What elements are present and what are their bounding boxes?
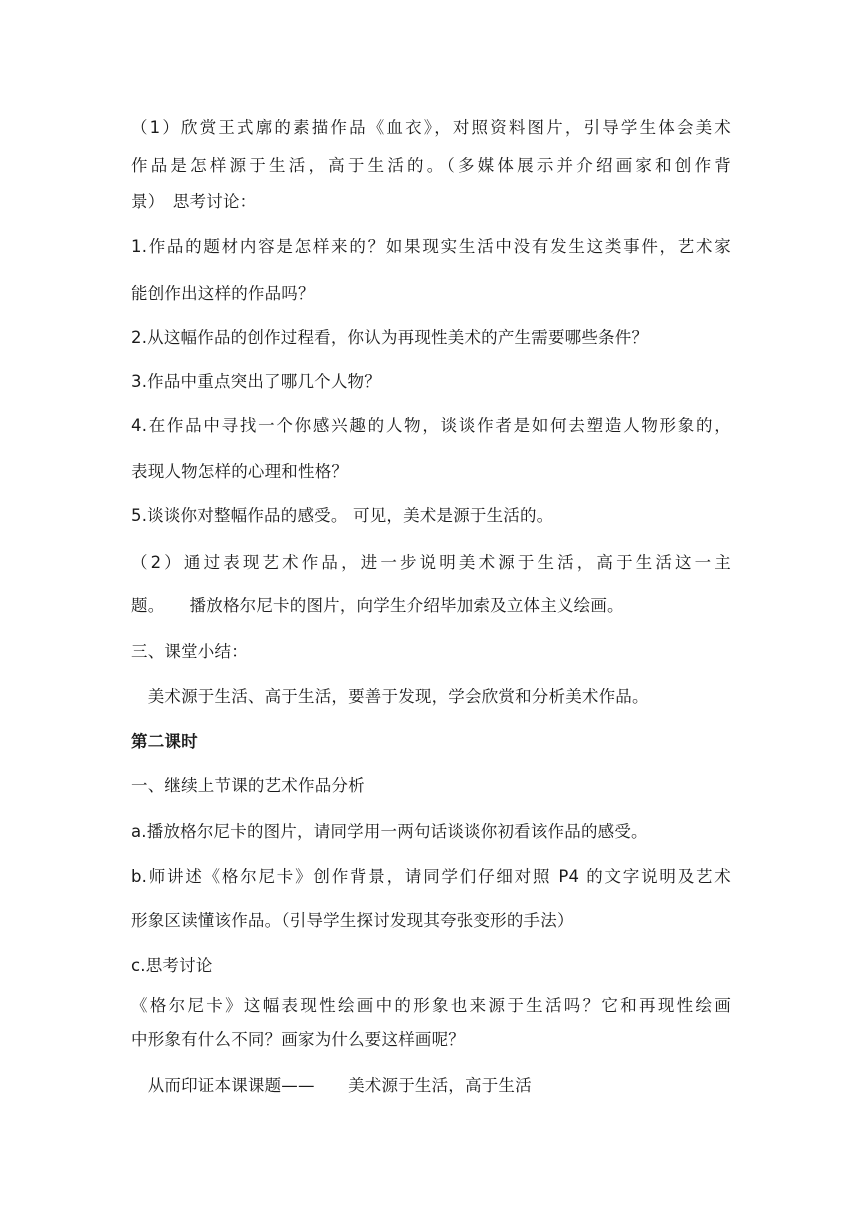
item-b-line: 形象区读懂该作品。（引导学生探讨发现其夸张变形的手法） <box>131 911 574 930</box>
section-heading: 一、继续上节课的艺术作品分析 <box>131 776 365 795</box>
lesson-title: 第二课时 <box>131 732 198 751</box>
question-4-line: 4.在作品中寻找一个你感兴趣的人物，谈谈作者是如何去塑造人物形象的， <box>131 416 731 435</box>
item-c-line: c.思考讨论 <box>131 956 213 975</box>
item-b-line: b.师讲述《格尔尼卡》创作背景，请同学们仔细对照 P4 的文字说明及艺术 <box>131 867 731 886</box>
question-1-line: 1.作品的题材内容是怎样来的？如果现实生活中没有发生这类事件，艺术家 <box>131 237 731 256</box>
section-heading: 三、课堂小结： <box>131 642 248 661</box>
question-1-line: 能创作出这样的作品吗？ <box>131 284 315 303</box>
item-a-line: a.播放格尔尼卡的图片，请同学用一两句话谈谈你初看该作品的感受。 <box>131 822 648 841</box>
paragraph-line: 景） 思考讨论： <box>131 192 257 211</box>
paragraph-line: 《格尔尼卡》这幅表现性绘画中的形象也来源于生活吗？它和再现性绘画 <box>131 996 731 1015</box>
paragraph-line: 作品是怎样源于生活，高于生活的。（多媒体展示并介绍画家和创作背 <box>131 156 731 175</box>
conclusion-line: 从而印证本课课题—— 美术源于生活，高于生活 <box>131 1076 532 1095</box>
paragraph-line: （2）通过表现艺术作品，进一步说明美术源于生活，高于生活这一主 <box>131 553 731 572</box>
question-2-line: 2.从这幅作品的创作过程看，你认为再现性美术的产生需要哪些条件？ <box>131 328 649 347</box>
paragraph-line: 中形象有什么不同？画家为什么要这样画呢？ <box>131 1030 465 1049</box>
question-3-line: 3.作品中重点突出了哪几个人物？ <box>131 372 381 391</box>
paragraph-line: （1）欣赏王式廓的素描作品《血衣》，对照资料图片，引导学生体会美术 <box>131 118 731 137</box>
paragraph-line: 题。 播放格尔尼卡的图片，向学生介绍毕加索及立体主义绘画。 <box>131 596 624 615</box>
summary-line: 美术源于生活、高于生活，要善于发现，学会欣赏和分析美术作品。 <box>131 687 649 706</box>
question-4-line: 表现人物怎样的心理和性格？ <box>131 462 349 481</box>
question-5-line: 5.谈谈你对整幅作品的感受。 可见，美术是源于生活的。 <box>131 506 554 525</box>
